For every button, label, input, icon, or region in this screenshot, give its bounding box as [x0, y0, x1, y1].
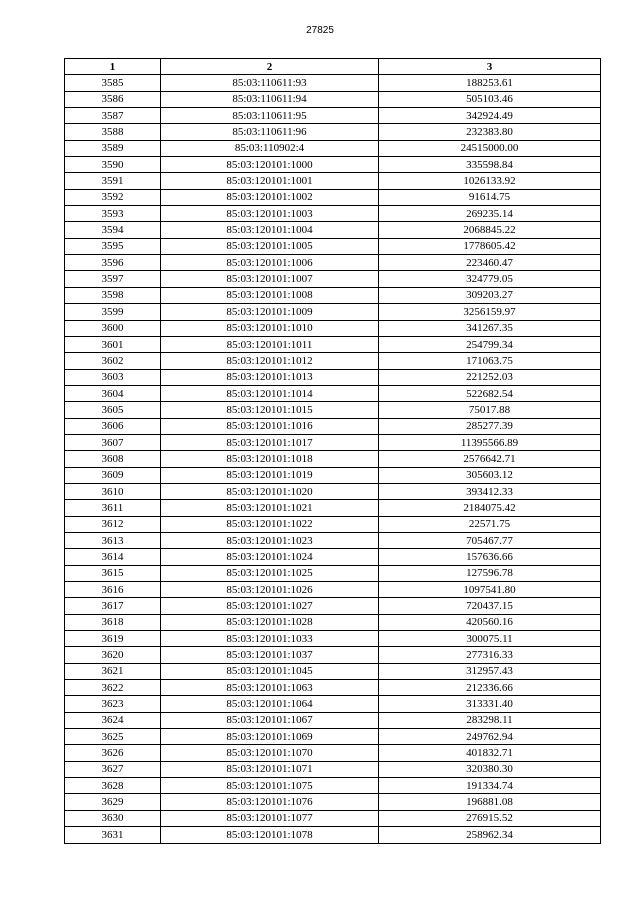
value-cell: 91614.75 [379, 189, 601, 205]
row-number-cell: 3612 [65, 516, 161, 532]
table-row [65, 827, 601, 843]
table-row [65, 206, 601, 222]
row-number-cell: 3600 [65, 320, 161, 336]
value-cell: 313331.40 [379, 696, 601, 712]
cadastral-number-cell: 85:03:120101:1071 [161, 761, 379, 777]
row-number-cell: 3610 [65, 483, 161, 499]
cadastral-number-cell: 85:03:110611:93 [161, 75, 379, 91]
value-cell: 277316.33 [379, 647, 601, 663]
table-row [65, 483, 601, 499]
cadastral-number-cell: 85:03:120101:1010 [161, 320, 379, 336]
table-row [65, 598, 601, 614]
row-number-cell: 3605 [65, 402, 161, 418]
cadastral-number-cell: 85:03:120101:1016 [161, 418, 379, 434]
cadastral-number-cell: 85:03:120101:1009 [161, 304, 379, 320]
cadastral-number-cell: 85:03:120101:1020 [161, 483, 379, 499]
table-row [65, 353, 601, 369]
row-number-cell: 3588 [65, 124, 161, 140]
table-row [65, 434, 601, 450]
value-cell: 285277.39 [379, 418, 601, 434]
value-cell: 393412.33 [379, 483, 601, 499]
value-cell: 720437.15 [379, 598, 601, 614]
value-cell: 3256159.97 [379, 304, 601, 320]
value-cell: 269235.14 [379, 206, 601, 222]
value-cell: 22571.75 [379, 516, 601, 532]
cadastral-number-cell: 85:03:120101:1002 [161, 189, 379, 205]
table-row [65, 385, 601, 401]
value-cell: 2576642.71 [379, 451, 601, 467]
row-number-cell: 3624 [65, 712, 161, 728]
cadastral-number-cell: 85:03:120101:1045 [161, 663, 379, 679]
row-number-cell: 3619 [65, 631, 161, 647]
row-number-cell: 3587 [65, 108, 161, 124]
table-row [65, 287, 601, 303]
value-cell: 221252.03 [379, 369, 601, 385]
header-row [65, 59, 601, 75]
cadastral-number-cell: 85:03:110611:95 [161, 108, 379, 124]
table-row [65, 320, 601, 336]
row-number-cell: 3620 [65, 647, 161, 663]
value-cell: 188253.61 [379, 75, 601, 91]
table-row [65, 532, 601, 548]
row-number-cell: 3594 [65, 222, 161, 238]
row-number-cell: 3604 [65, 385, 161, 401]
row-number-cell: 3596 [65, 255, 161, 271]
row-number-cell: 3621 [65, 663, 161, 679]
table-row [65, 778, 601, 794]
cadastral-number-cell: 85:03:110611:96 [161, 124, 379, 140]
row-number-cell: 3607 [65, 434, 161, 450]
cadastral-number-cell: 85:03:120101:1076 [161, 794, 379, 810]
table-row [65, 467, 601, 483]
value-cell: 127596.78 [379, 565, 601, 581]
table-row [65, 271, 601, 287]
value-cell: 309203.27 [379, 287, 601, 303]
value-cell: 335598.84 [379, 157, 601, 173]
cadastral-number-cell: 85:03:120101:1069 [161, 729, 379, 745]
column-header-1: 1 [65, 59, 161, 75]
row-number-cell: 3613 [65, 532, 161, 548]
value-cell: 191334.74 [379, 778, 601, 794]
table-row [65, 500, 601, 516]
cadastral-number-cell: 85:03:120101:1015 [161, 402, 379, 418]
row-number-cell: 3608 [65, 451, 161, 467]
row-number-cell: 3623 [65, 696, 161, 712]
table-row [65, 238, 601, 254]
cadastral-number-cell: 85:03:120101:1019 [161, 467, 379, 483]
cadastral-number-cell: 85:03:120101:1067 [161, 712, 379, 728]
cadastral-number-cell: 85:03:120101:1003 [161, 206, 379, 222]
value-cell: 401832.71 [379, 745, 601, 761]
cadastral-number-cell: 85:03:120101:1026 [161, 582, 379, 598]
value-cell: 420560.16 [379, 614, 601, 630]
value-cell: 2068845.22 [379, 222, 601, 238]
cadastral-number-cell: 85:03:110902:4 [161, 140, 379, 156]
table-row [65, 222, 601, 238]
table-row [65, 794, 601, 810]
value-cell: 320380.30 [379, 761, 601, 777]
value-cell: 249762.94 [379, 729, 601, 745]
row-number-cell: 3595 [65, 238, 161, 254]
table-row [65, 75, 601, 91]
value-cell: 254799.34 [379, 336, 601, 352]
table-row [65, 696, 601, 712]
row-number-cell: 3586 [65, 91, 161, 107]
table-row [65, 614, 601, 630]
row-number-cell: 3615 [65, 565, 161, 581]
row-number-cell: 3628 [65, 778, 161, 794]
value-cell: 522682.54 [379, 385, 601, 401]
page-number: 27825 [306, 25, 334, 36]
cadastral-number-cell: 85:03:120101:1012 [161, 353, 379, 369]
table-row [65, 663, 601, 679]
cadastral-number-cell: 85:03:120101:1028 [161, 614, 379, 630]
cadastral-number-cell: 85:03:120101:1005 [161, 238, 379, 254]
value-cell: 1097541.80 [379, 582, 601, 598]
column-header-2: 2 [161, 59, 379, 75]
cadastral-number-cell: 85:03:120101:1008 [161, 287, 379, 303]
data-table [64, 58, 601, 844]
cadastral-number-cell: 85:03:120101:1075 [161, 778, 379, 794]
cadastral-number-cell: 85:03:120101:1077 [161, 810, 379, 826]
cadastral-number-cell: 85:03:120101:1001 [161, 173, 379, 189]
table-row [65, 582, 601, 598]
value-cell: 157636.66 [379, 549, 601, 565]
value-cell: 305603.12 [379, 467, 601, 483]
table-row [65, 565, 601, 581]
row-number-cell: 3618 [65, 614, 161, 630]
table-row [65, 549, 601, 565]
row-number-cell: 3631 [65, 827, 161, 843]
row-number-cell: 3601 [65, 336, 161, 352]
value-cell: 1778605.42 [379, 238, 601, 254]
table-row [65, 680, 601, 696]
cadastral-number-cell: 85:03:120101:1006 [161, 255, 379, 271]
row-number-cell: 3602 [65, 353, 161, 369]
row-number-cell: 3591 [65, 173, 161, 189]
value-cell: 223460.47 [379, 255, 601, 271]
value-cell: 312957.43 [379, 663, 601, 679]
value-cell: 11395566.89 [379, 434, 601, 450]
cadastral-number-cell: 85:03:120101:1017 [161, 434, 379, 450]
row-number-cell: 3585 [65, 75, 161, 91]
value-cell: 75017.88 [379, 402, 601, 418]
row-number-cell: 3609 [65, 467, 161, 483]
table-row [65, 810, 601, 826]
row-number-cell: 3611 [65, 500, 161, 516]
value-cell: 196881.08 [379, 794, 601, 810]
cadastral-number-cell: 85:03:120101:1070 [161, 745, 379, 761]
table-row [65, 631, 601, 647]
table-header [65, 59, 601, 75]
row-number-cell: 3629 [65, 794, 161, 810]
row-number-cell: 3599 [65, 304, 161, 320]
cadastral-number-cell: 85:03:120101:1037 [161, 647, 379, 663]
row-number-cell: 3625 [65, 729, 161, 745]
cadastral-number-cell: 85:03:120101:1022 [161, 516, 379, 532]
row-number-cell: 3590 [65, 157, 161, 173]
table-row [65, 255, 601, 271]
table-row [65, 647, 601, 663]
table-row [65, 140, 601, 156]
row-number-cell: 3593 [65, 206, 161, 222]
cadastral-number-cell: 85:03:120101:1007 [161, 271, 379, 287]
cadastral-number-cell: 85:03:120101:1025 [161, 565, 379, 581]
table-row [65, 369, 601, 385]
value-cell: 2184075.42 [379, 500, 601, 516]
table-row [65, 124, 601, 140]
table-row [65, 516, 601, 532]
table-row [65, 761, 601, 777]
row-number-cell: 3606 [65, 418, 161, 434]
row-number-cell: 3589 [65, 140, 161, 156]
cadastral-number-cell: 85:03:120101:1078 [161, 827, 379, 843]
row-number-cell: 3627 [65, 761, 161, 777]
value-cell: 300075.11 [379, 631, 601, 647]
table-row [65, 729, 601, 745]
row-number-cell: 3598 [65, 287, 161, 303]
cadastral-number-cell: 85:03:120101:1023 [161, 532, 379, 548]
cadastral-number-cell: 85:03:120101:1063 [161, 680, 379, 696]
table-row [65, 418, 601, 434]
cadastral-number-cell: 85:03:110611:94 [161, 91, 379, 107]
value-cell: 232383.80 [379, 124, 601, 140]
cadastral-number-cell: 85:03:120101:1018 [161, 451, 379, 467]
cadastral-number-cell: 85:03:120101:1014 [161, 385, 379, 401]
cadastral-number-cell: 85:03:120101:1011 [161, 336, 379, 352]
table-row [65, 402, 601, 418]
cadastral-number-cell: 85:03:120101:1000 [161, 157, 379, 173]
cadastral-number-cell: 85:03:120101:1064 [161, 696, 379, 712]
value-cell: 24515000.00 [379, 140, 601, 156]
row-number-cell: 3622 [65, 680, 161, 696]
row-number-cell: 3617 [65, 598, 161, 614]
value-cell: 283298.11 [379, 712, 601, 728]
value-cell: 341267.35 [379, 320, 601, 336]
value-cell: 212336.66 [379, 680, 601, 696]
row-number-cell: 3592 [65, 189, 161, 205]
table-row [65, 189, 601, 205]
table-row [65, 304, 601, 320]
value-cell: 505103.46 [379, 91, 601, 107]
value-cell: 705467.77 [379, 532, 601, 548]
table-row [65, 336, 601, 352]
cadastral-number-cell: 85:03:120101:1027 [161, 598, 379, 614]
value-cell: 324779.05 [379, 271, 601, 287]
table-row [65, 745, 601, 761]
value-cell: 258962.34 [379, 827, 601, 843]
table-row [65, 451, 601, 467]
row-number-cell: 3630 [65, 810, 161, 826]
cadastral-number-cell: 85:03:120101:1021 [161, 500, 379, 516]
table-body [65, 75, 601, 843]
table-row [65, 173, 601, 189]
column-header-3: 3 [379, 59, 601, 75]
row-number-cell: 3614 [65, 549, 161, 565]
value-cell: 1026133.92 [379, 173, 601, 189]
table-row [65, 108, 601, 124]
row-number-cell: 3616 [65, 582, 161, 598]
cadastral-number-cell: 85:03:120101:1033 [161, 631, 379, 647]
table-row [65, 712, 601, 728]
row-number-cell: 3597 [65, 271, 161, 287]
row-number-cell: 3626 [65, 745, 161, 761]
row-number-cell: 3603 [65, 369, 161, 385]
value-cell: 276915.52 [379, 810, 601, 826]
table-row [65, 157, 601, 173]
value-cell: 171063.75 [379, 353, 601, 369]
value-cell: 342924.49 [379, 108, 601, 124]
cadastral-number-cell: 85:03:120101:1024 [161, 549, 379, 565]
cadastral-number-cell: 85:03:120101:1013 [161, 369, 379, 385]
cadastral-number-cell: 85:03:120101:1004 [161, 222, 379, 238]
table-row [65, 91, 601, 107]
